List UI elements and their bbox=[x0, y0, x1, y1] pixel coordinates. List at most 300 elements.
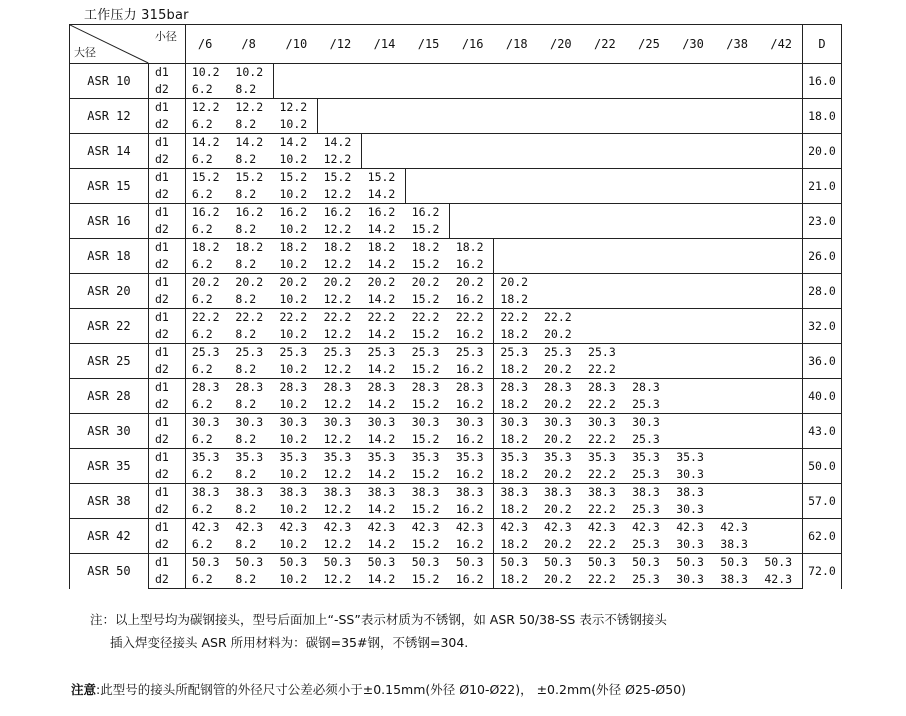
d1-value: 30.3 bbox=[406, 414, 450, 432]
d2-label: d2 bbox=[148, 326, 185, 344]
d2-value: 6.2 bbox=[185, 431, 229, 449]
d1-value: 20.2 bbox=[229, 274, 273, 292]
d1-label: d1 bbox=[148, 169, 185, 187]
outer-diameter-value: 28.0 bbox=[802, 274, 841, 309]
d1-value: 12.2 bbox=[274, 99, 318, 117]
d2-value: 6.2 bbox=[185, 571, 229, 589]
d2-value: 10.2 bbox=[274, 116, 318, 134]
d2-value: 8.2 bbox=[229, 151, 273, 169]
d1-value: 50.3 bbox=[185, 554, 229, 572]
d2-value: 38.3 bbox=[714, 536, 758, 554]
outer-diameter-value: 50.0 bbox=[802, 449, 841, 484]
d1-value: 16.2 bbox=[185, 204, 229, 222]
d2-value: 18.2 bbox=[494, 571, 538, 589]
d1-label: d1 bbox=[148, 99, 185, 117]
d1-value: 25.3 bbox=[318, 344, 362, 362]
d1-value: 15.2 bbox=[318, 169, 362, 187]
d1-value: 42.3 bbox=[670, 519, 714, 537]
d1-value: 35.3 bbox=[582, 449, 626, 467]
d2-value: 16.2 bbox=[450, 466, 494, 484]
outer-diameter-value: 36.0 bbox=[802, 344, 841, 379]
d2-value: 8.2 bbox=[229, 116, 273, 134]
d2-value: 14.2 bbox=[362, 326, 406, 344]
d1-value: 50.3 bbox=[670, 554, 714, 572]
d1-value: 30.3 bbox=[229, 414, 273, 432]
warning-label: 注意 bbox=[71, 682, 97, 697]
d2-value: 6.2 bbox=[185, 396, 229, 414]
d2-value: 10.2 bbox=[274, 221, 318, 239]
model-cell: ASR 10 bbox=[70, 64, 149, 99]
table-row bbox=[70, 64, 842, 82]
d1-value: 16.2 bbox=[362, 204, 406, 222]
d2-value: 16.2 bbox=[450, 431, 494, 449]
d2-value: 8.2 bbox=[229, 396, 273, 414]
d2-value: 25.3 bbox=[626, 431, 670, 449]
table-row bbox=[70, 99, 842, 117]
d2-value: 30.3 bbox=[670, 536, 714, 554]
outer-diameter-value: 21.0 bbox=[802, 169, 841, 204]
d1-value: 16.2 bbox=[406, 204, 450, 222]
corner-header-cell bbox=[70, 25, 186, 64]
d1-value: 25.3 bbox=[274, 344, 318, 362]
d1-value: 28.3 bbox=[274, 379, 318, 397]
d2-value: 15.2 bbox=[406, 291, 450, 309]
d2-value: 18.2 bbox=[494, 431, 538, 449]
d1-value: 30.3 bbox=[274, 414, 318, 432]
d1-value: 25.3 bbox=[494, 344, 538, 362]
d2-value: 16.2 bbox=[450, 571, 494, 589]
d1-value: 35.3 bbox=[538, 449, 582, 467]
empty-cell bbox=[274, 64, 803, 99]
d2-value: 38.3 bbox=[714, 571, 758, 589]
d1-value: 30.3 bbox=[450, 414, 494, 432]
d2-value: 25.3 bbox=[626, 536, 670, 554]
d1-value: 10.2 bbox=[229, 64, 273, 82]
d1-value: 20.2 bbox=[494, 274, 538, 292]
d2-value: 10.2 bbox=[274, 536, 318, 554]
d1-value: 12.2 bbox=[185, 99, 229, 117]
d1-label: d1 bbox=[148, 519, 185, 537]
d1-value: 22.2 bbox=[229, 309, 273, 327]
outer-diameter-value: 32.0 bbox=[802, 309, 841, 344]
d2-label: d2 bbox=[148, 396, 185, 414]
column-header: /42 bbox=[758, 25, 802, 64]
d1-value: 50.3 bbox=[626, 554, 670, 572]
d1-value: 22.2 bbox=[185, 309, 229, 327]
d2-label: d2 bbox=[148, 151, 185, 169]
d1-value: 30.3 bbox=[626, 414, 670, 432]
d2-value: 12.2 bbox=[318, 571, 362, 589]
d1-value: 22.2 bbox=[318, 309, 362, 327]
d1-label: d1 bbox=[148, 204, 185, 222]
d2-value: 6.2 bbox=[185, 221, 229, 239]
column-header: /25 bbox=[626, 25, 670, 64]
d1-value: 14.2 bbox=[274, 134, 318, 152]
d1-value: 50.3 bbox=[318, 554, 362, 572]
d1-value: 30.3 bbox=[318, 414, 362, 432]
d2-value: 16.2 bbox=[450, 361, 494, 379]
d2-value: 22.2 bbox=[582, 431, 626, 449]
d1-label: d1 bbox=[148, 274, 185, 292]
d2-value: 14.2 bbox=[362, 361, 406, 379]
column-header: /20 bbox=[538, 25, 582, 64]
d2-value: 18.2 bbox=[494, 536, 538, 554]
page-title: 工作压力 315bar bbox=[84, 8, 189, 23]
model-cell: ASR 38 bbox=[70, 484, 149, 519]
d1-value: 22.2 bbox=[274, 309, 318, 327]
d2-value: 22.2 bbox=[582, 466, 626, 484]
d2-value: 22.2 bbox=[582, 396, 626, 414]
column-header: /10 bbox=[274, 25, 318, 64]
d2-value: 6.2 bbox=[185, 466, 229, 484]
d2-value: 6.2 bbox=[185, 326, 229, 344]
d1-value: 28.3 bbox=[450, 379, 494, 397]
d2-value: 12.2 bbox=[318, 361, 362, 379]
d2-value: 15.2 bbox=[406, 431, 450, 449]
column-header: /12 bbox=[318, 25, 362, 64]
d2-value: 10.2 bbox=[274, 256, 318, 274]
d1-value: 16.2 bbox=[318, 204, 362, 222]
d2-value: 12.2 bbox=[318, 291, 362, 309]
d2-value: 16.2 bbox=[450, 326, 494, 344]
model-cell: ASR 12 bbox=[70, 99, 149, 134]
d1-value: 50.3 bbox=[758, 554, 802, 572]
d1-value: 35.3 bbox=[626, 449, 670, 467]
d1-value: 50.3 bbox=[714, 554, 758, 572]
table-row bbox=[70, 554, 842, 572]
d1-value: 28.3 bbox=[229, 379, 273, 397]
d2-value: 6.2 bbox=[185, 536, 229, 554]
d1-label: d1 bbox=[148, 379, 185, 397]
d1-value: 18.2 bbox=[229, 239, 273, 257]
d1-value: 22.2 bbox=[362, 309, 406, 327]
d1-value: 38.3 bbox=[670, 484, 714, 502]
d1-value: 38.3 bbox=[494, 484, 538, 502]
d2-value: 15.2 bbox=[406, 396, 450, 414]
small-diameter-label: 小径 bbox=[154, 30, 177, 43]
d2-value: 16.2 bbox=[450, 536, 494, 554]
d2-value: 15.2 bbox=[406, 256, 450, 274]
d2-value: 15.2 bbox=[406, 571, 450, 589]
outer-diameter-value: 72.0 bbox=[802, 554, 841, 589]
d1-label: d1 bbox=[148, 64, 185, 82]
d2-value: 8.2 bbox=[229, 326, 273, 344]
d1-value: 14.2 bbox=[185, 134, 229, 152]
column-header: /8 bbox=[229, 25, 273, 64]
model-cell: ASR 35 bbox=[70, 449, 149, 484]
d1-value: 25.3 bbox=[406, 344, 450, 362]
d2-value: 12.2 bbox=[318, 221, 362, 239]
d2-value: 18.2 bbox=[494, 466, 538, 484]
d2-value: 14.2 bbox=[362, 466, 406, 484]
d1-value: 28.3 bbox=[362, 379, 406, 397]
model-cell: ASR 18 bbox=[70, 239, 149, 274]
d1-value: 50.3 bbox=[450, 554, 494, 572]
d2-value: 6.2 bbox=[185, 186, 229, 204]
d1-value: 42.3 bbox=[450, 519, 494, 537]
outer-diameter-value: 16.0 bbox=[802, 64, 841, 99]
model-cell: ASR 16 bbox=[70, 204, 149, 239]
table-row bbox=[70, 414, 842, 432]
d1-value: 15.2 bbox=[229, 169, 273, 187]
d1-value: 35.3 bbox=[185, 449, 229, 467]
d1-value: 35.3 bbox=[274, 449, 318, 467]
d1-value: 50.3 bbox=[362, 554, 406, 572]
empty-cell bbox=[670, 379, 802, 414]
d2-value: 18.2 bbox=[494, 501, 538, 519]
d1-value: 20.2 bbox=[318, 274, 362, 292]
d1-value: 30.3 bbox=[494, 414, 538, 432]
d1-value: 25.3 bbox=[450, 344, 494, 362]
d2-label: d2 bbox=[148, 536, 185, 554]
notes bbox=[90, 608, 667, 654]
d1-value: 28.3 bbox=[494, 379, 538, 397]
d1-label: d1 bbox=[148, 484, 185, 502]
column-header: /22 bbox=[582, 25, 626, 64]
d2-value: 8.2 bbox=[229, 431, 273, 449]
d1-value: 18.2 bbox=[185, 239, 229, 257]
d2-label: d2 bbox=[148, 221, 185, 239]
d1-value: 16.2 bbox=[229, 204, 273, 222]
d2-value: 22.2 bbox=[582, 571, 626, 589]
warning-note bbox=[71, 680, 686, 698]
d2-value: 14.2 bbox=[362, 571, 406, 589]
d1-value: 28.3 bbox=[582, 379, 626, 397]
d1-value: 22.2 bbox=[494, 309, 538, 327]
table-body bbox=[70, 64, 842, 589]
column-header: /15 bbox=[406, 25, 450, 64]
d1-value: 16.2 bbox=[274, 204, 318, 222]
empty-cell bbox=[626, 344, 802, 379]
d2-value: 10.2 bbox=[274, 431, 318, 449]
table-header-row bbox=[70, 25, 842, 64]
empty-cell bbox=[714, 449, 802, 484]
d2-value: 42.3 bbox=[758, 571, 802, 589]
d2-value: 20.2 bbox=[538, 536, 582, 554]
d2-value: 14.2 bbox=[362, 256, 406, 274]
d2-value: 12.2 bbox=[318, 536, 362, 554]
d2-value: 22.2 bbox=[582, 501, 626, 519]
table-row bbox=[70, 344, 842, 362]
d2-value: 12.2 bbox=[318, 501, 362, 519]
d1-value: 30.3 bbox=[582, 414, 626, 432]
d1-label: d1 bbox=[148, 414, 185, 432]
d1-value: 38.3 bbox=[318, 484, 362, 502]
table-row bbox=[70, 484, 842, 502]
d2-value: 25.3 bbox=[626, 466, 670, 484]
d2-value: 8.2 bbox=[229, 571, 273, 589]
outer-diameter-value: 40.0 bbox=[802, 379, 841, 414]
empty-cell bbox=[450, 204, 803, 239]
model-cell: ASR 42 bbox=[70, 519, 149, 554]
empty-cell bbox=[670, 414, 802, 449]
column-header: /14 bbox=[362, 25, 406, 64]
d2-value: 12.2 bbox=[318, 326, 362, 344]
empty-cell bbox=[494, 239, 803, 274]
table-row bbox=[70, 274, 842, 292]
d1-value: 20.2 bbox=[362, 274, 406, 292]
d2-value: 8.2 bbox=[229, 221, 273, 239]
d1-value: 30.3 bbox=[185, 414, 229, 432]
d2-value: 15.2 bbox=[406, 221, 450, 239]
d2-label: d2 bbox=[148, 256, 185, 274]
d2-label: d2 bbox=[148, 466, 185, 484]
d2-value: 6.2 bbox=[185, 291, 229, 309]
d2-value: 8.2 bbox=[229, 466, 273, 484]
empty-cell bbox=[758, 519, 802, 554]
d1-value: 12.2 bbox=[229, 99, 273, 117]
d2-value: 10.2 bbox=[274, 291, 318, 309]
d2-value: 14.2 bbox=[362, 536, 406, 554]
d2-value: 30.3 bbox=[670, 571, 714, 589]
note-line-1: 注：以上型号均为碳钢接头，型号后面加上“-SS”表示材质为不锈钢，如 ASR 50/38-SS 表示不锈钢接头 bbox=[90, 612, 667, 627]
d2-value: 10.2 bbox=[274, 466, 318, 484]
column-header: /38 bbox=[714, 25, 758, 64]
d2-value: 16.2 bbox=[450, 396, 494, 414]
d2-value: 6.2 bbox=[185, 81, 229, 99]
d2-label: d2 bbox=[148, 291, 185, 309]
d2-value: 12.2 bbox=[318, 151, 362, 169]
d1-value: 42.3 bbox=[714, 519, 758, 537]
d2-value: 18.2 bbox=[494, 326, 538, 344]
model-cell: ASR 30 bbox=[70, 414, 149, 449]
d2-value: 12.2 bbox=[318, 396, 362, 414]
outer-diameter-value: 18.0 bbox=[802, 99, 841, 134]
empty-cell bbox=[582, 309, 802, 344]
d1-value: 35.3 bbox=[362, 449, 406, 467]
column-header: /18 bbox=[494, 25, 538, 64]
outer-diameter-value: 23.0 bbox=[802, 204, 841, 239]
d2-value: 20.2 bbox=[538, 326, 582, 344]
empty-cell bbox=[714, 484, 802, 519]
d2-value: 12.2 bbox=[318, 466, 362, 484]
d1-value: 38.3 bbox=[362, 484, 406, 502]
d1-value: 35.3 bbox=[318, 449, 362, 467]
d2-value: 16.2 bbox=[450, 291, 494, 309]
d2-value: 14.2 bbox=[362, 431, 406, 449]
column-header: /16 bbox=[450, 25, 494, 64]
d2-value: 22.2 bbox=[582, 361, 626, 379]
table-row bbox=[70, 204, 842, 222]
d1-value: 18.2 bbox=[318, 239, 362, 257]
d1-value: 25.3 bbox=[582, 344, 626, 362]
d1-value: 28.3 bbox=[538, 379, 582, 397]
d2-value: 6.2 bbox=[185, 501, 229, 519]
d1-value: 25.3 bbox=[229, 344, 273, 362]
warning-text: :此型号的接头所配钢管的外径尺寸公差必须小于±0.15mm(外径 Ø10-Ø22)， ±0.2mm(外径 Ø25-Ø50) bbox=[96, 682, 687, 697]
d1-value: 15.2 bbox=[362, 169, 406, 187]
d1-value: 42.3 bbox=[274, 519, 318, 537]
outer-diameter-value: 20.0 bbox=[802, 134, 841, 169]
d1-value: 42.3 bbox=[538, 519, 582, 537]
empty-cell bbox=[406, 169, 803, 204]
d2-label: d2 bbox=[148, 116, 185, 134]
d2-value: 8.2 bbox=[229, 501, 273, 519]
d1-label: d1 bbox=[148, 239, 185, 257]
empty-cell bbox=[538, 274, 802, 309]
table-row bbox=[70, 169, 842, 187]
outer-diameter-value: 43.0 bbox=[802, 414, 841, 449]
outer-diameter-value: 62.0 bbox=[802, 519, 841, 554]
note-line-2: 插入焊变径接头 ASR 所用材料为：碳钢=35#钢，不锈钢=304. bbox=[110, 635, 469, 650]
d2-value: 20.2 bbox=[538, 501, 582, 519]
d2-value: 8.2 bbox=[229, 186, 273, 204]
model-cell: ASR 28 bbox=[70, 379, 149, 414]
spec-table bbox=[69, 24, 842, 589]
d1-value: 42.3 bbox=[626, 519, 670, 537]
d1-value: 38.3 bbox=[626, 484, 670, 502]
d2-value: 8.2 bbox=[229, 81, 273, 99]
table-row bbox=[70, 571, 842, 589]
model-cell: ASR 14 bbox=[70, 134, 149, 169]
d1-value: 38.3 bbox=[185, 484, 229, 502]
d2-value: 30.3 bbox=[670, 501, 714, 519]
d2-value: 18.2 bbox=[494, 291, 538, 309]
d1-value: 22.2 bbox=[450, 309, 494, 327]
d1-value: 18.2 bbox=[362, 239, 406, 257]
d2-value: 10.2 bbox=[274, 361, 318, 379]
d1-value: 15.2 bbox=[185, 169, 229, 187]
d2-value: 20.2 bbox=[538, 361, 582, 379]
d1-value: 35.3 bbox=[450, 449, 494, 467]
d1-value: 28.3 bbox=[406, 379, 450, 397]
column-header: /30 bbox=[670, 25, 714, 64]
d1-value: 42.3 bbox=[185, 519, 229, 537]
d2-value: 20.2 bbox=[538, 571, 582, 589]
model-cell: ASR 22 bbox=[70, 309, 149, 344]
d2-value: 8.2 bbox=[229, 536, 273, 554]
d1-value: 15.2 bbox=[274, 169, 318, 187]
d1-value: 22.2 bbox=[538, 309, 582, 327]
outer-diameter-header: D bbox=[802, 25, 841, 64]
d2-value: 14.2 bbox=[362, 186, 406, 204]
column-header: /6 bbox=[185, 25, 229, 64]
d2-value: 10.2 bbox=[274, 186, 318, 204]
d2-value: 15.2 bbox=[406, 501, 450, 519]
d2-value: 15.2 bbox=[406, 536, 450, 554]
d1-value: 14.2 bbox=[318, 134, 362, 152]
d1-value: 14.2 bbox=[229, 134, 273, 152]
d1-value: 30.3 bbox=[362, 414, 406, 432]
d2-value: 25.3 bbox=[626, 571, 670, 589]
table-row bbox=[70, 239, 842, 257]
d2-label: d2 bbox=[148, 81, 185, 99]
d2-value: 20.2 bbox=[538, 396, 582, 414]
d1-value: 42.3 bbox=[229, 519, 273, 537]
empty-cell bbox=[362, 134, 803, 169]
d2-value: 14.2 bbox=[362, 221, 406, 239]
d2-value: 6.2 bbox=[185, 361, 229, 379]
outer-diameter-value: 57.0 bbox=[802, 484, 841, 519]
d1-value: 38.3 bbox=[582, 484, 626, 502]
d1-value: 18.2 bbox=[450, 239, 494, 257]
d2-value: 22.2 bbox=[582, 536, 626, 554]
d2-value: 15.2 bbox=[406, 326, 450, 344]
d1-value: 20.2 bbox=[185, 274, 229, 292]
d2-value: 10.2 bbox=[274, 326, 318, 344]
d2-value: 14.2 bbox=[362, 291, 406, 309]
d2-value: 16.2 bbox=[450, 256, 494, 274]
model-cell: ASR 25 bbox=[70, 344, 149, 379]
d1-label: d1 bbox=[148, 134, 185, 152]
table-row bbox=[70, 309, 842, 327]
d2-value: 30.3 bbox=[670, 466, 714, 484]
d2-value: 10.2 bbox=[274, 396, 318, 414]
d2-label: d2 bbox=[148, 501, 185, 519]
d2-value: 10.2 bbox=[274, 501, 318, 519]
d2-label: d2 bbox=[148, 431, 185, 449]
d1-value: 25.3 bbox=[538, 344, 582, 362]
